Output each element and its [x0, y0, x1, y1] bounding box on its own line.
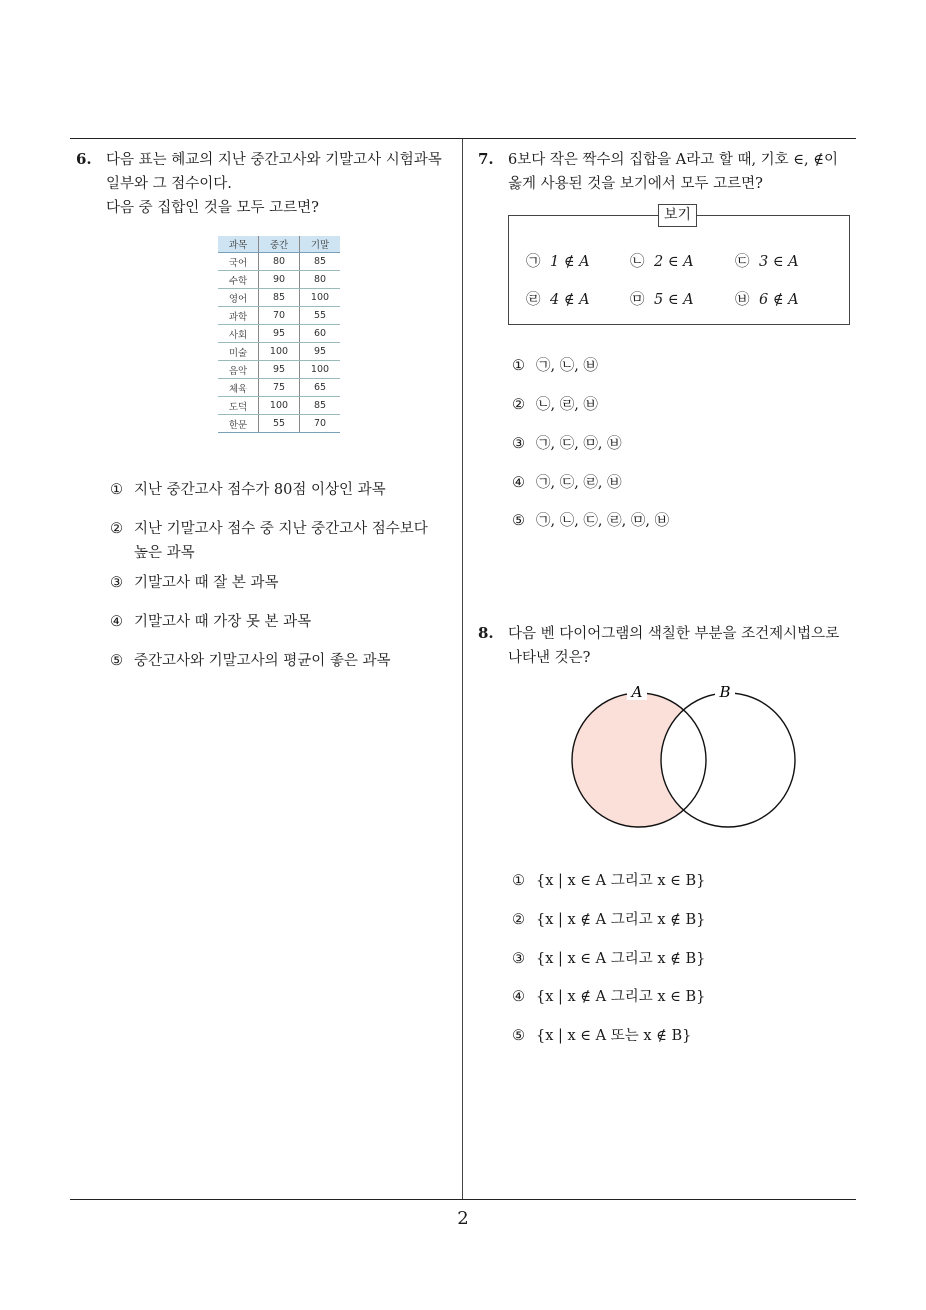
choice-text: {x | x ∈ A 그리고 x ∈ B} [536, 873, 706, 889]
venn-diagram [560, 682, 810, 832]
table-cell: 영어 [218, 289, 259, 307]
choice-text: 지난 기말고사 점수 중 지난 중간고사 점수보다 [134, 521, 428, 537]
choice-text: ㉡, ㉣, ㉥ [536, 397, 598, 413]
q6-stem [106, 148, 442, 220]
table-cell: 95 [259, 361, 300, 379]
choice-text: {x | x ∉ A 그리고 x ∈ B} [536, 989, 706, 1005]
table-cell: 75 [259, 379, 300, 397]
q6-number: 6. [76, 150, 92, 168]
table-cell: 국어 [218, 253, 259, 271]
table-cell: 70 [259, 307, 300, 325]
choice-marker: ① [110, 482, 123, 498]
choice-marker: ④ [110, 614, 123, 630]
q8-stem-line: 다음 벤 다이어그램의 색칠한 부분을 조건제시법으로 [508, 626, 840, 642]
q6-stem-line: 일부와 그 점수이다. [106, 176, 232, 192]
table-cell: 55 [300, 307, 341, 325]
table-cell: 65 [300, 379, 341, 397]
table-cell: 도덕 [218, 397, 259, 415]
table-cell: 100 [259, 343, 300, 361]
bogi-marker: ㉡ [630, 254, 645, 270]
table-row [218, 379, 340, 397]
table-cell: 85 [259, 289, 300, 307]
choice-text: 중간고사와 기말고사의 평균이 좋은 과목 [134, 653, 391, 669]
choice-marker: ④ [512, 989, 525, 1005]
bogi-item [735, 288, 799, 309]
table-cell: 85 [300, 397, 341, 415]
q6-choice-2[interactable] [110, 517, 428, 565]
choice-marker: ⑤ [512, 513, 525, 529]
q7-number: 7. [478, 150, 494, 168]
choice-text: ㉠, ㉡, ㉢, ㉣, ㉤, ㉥ [536, 513, 670, 529]
q7-stem-line: 옳게 사용된 것을 보기에서 모두 고르면? [508, 176, 763, 192]
choice-marker: ② [512, 912, 525, 928]
bogi-marker: ㉣ [526, 292, 541, 308]
bogi-title: 보기 [658, 204, 697, 227]
choice-marker: ③ [512, 436, 525, 452]
table-cell: 사회 [218, 325, 259, 343]
choice-text: {x | x ∈ A 그리고 x ∉ B} [536, 951, 706, 967]
choice-marker: ③ [512, 951, 525, 967]
column-divider [462, 139, 463, 1199]
table-row [218, 415, 340, 433]
table-cell: 80 [300, 271, 341, 289]
choice-text: 기말고사 때 잘 본 과목 [134, 575, 279, 591]
table-row [218, 397, 340, 415]
table-row [218, 307, 340, 325]
table-cell: 음악 [218, 361, 259, 379]
choice-marker: ⑤ [512, 1028, 525, 1044]
bogi-item [735, 250, 799, 271]
bogi-item [526, 250, 590, 271]
table-row [218, 343, 340, 361]
bogi-text: 3 ∈ A [759, 254, 799, 270]
q6-choice-1[interactable] [110, 478, 386, 502]
table-cell: 95 [300, 343, 341, 361]
table-cell: 90 [259, 271, 300, 289]
q7-stem [508, 148, 838, 196]
q8-choice-1[interactable] [512, 869, 705, 893]
q8-stem-line: 나타낸 것은? [508, 650, 591, 666]
q6-stem-line: 다음 중 집합인 것을 모두 고르면? [106, 200, 319, 216]
table-cell: 55 [259, 415, 300, 433]
table-header-cell: 기말 [300, 236, 341, 253]
bogi-marker: ㉢ [735, 254, 750, 270]
choice-text: ㉠, ㉡, ㉥ [536, 358, 598, 374]
bogi-item [630, 250, 694, 271]
table-row [218, 253, 340, 271]
q8-stem [508, 622, 839, 670]
score-table [218, 236, 340, 433]
choice-marker: ② [110, 521, 123, 537]
table-cell: 70 [300, 415, 341, 433]
table-row [218, 361, 340, 379]
bogi-item [526, 288, 590, 309]
q6-stem-line: 다음 표는 혜교의 지난 중간고사와 기말고사 시험과목 [106, 152, 442, 168]
table-row [218, 289, 340, 307]
table-cell: 체육 [218, 379, 259, 397]
choice-text: {x | x ∉ A 그리고 x ∉ B} [536, 912, 706, 928]
q8-choice-4[interactable] [512, 985, 705, 1009]
q8-choice-2[interactable] [512, 908, 705, 932]
table-cell: 85 [300, 253, 341, 271]
top-rule [70, 138, 856, 139]
table-cell: 95 [259, 325, 300, 343]
table-cell: 100 [300, 361, 341, 379]
choice-marker: ① [512, 873, 525, 889]
q6-choice-4[interactable] [110, 610, 311, 634]
q7-choice-2[interactable] [512, 393, 598, 417]
table-cell: 100 [259, 397, 300, 415]
choice-text: ㉠, ㉢, ㉣, ㉥ [536, 475, 622, 491]
table-cell: 과학 [218, 307, 259, 325]
bottom-rule [70, 1199, 856, 1200]
choice-text: 지난 중간고사 점수가 80점 이상인 과목 [134, 482, 386, 498]
table-header-row [218, 236, 340, 253]
bogi-marker: ㉤ [630, 292, 645, 308]
q7-choice-1[interactable] [512, 354, 598, 378]
q8-number: 8. [478, 624, 494, 642]
table-header-cell: 과목 [218, 236, 259, 253]
q7-choice-3[interactable] [512, 432, 622, 456]
choice-marker: ④ [512, 475, 525, 491]
choice-marker: ② [512, 397, 525, 413]
choice-text: ㉠, ㉢, ㉤, ㉥ [536, 436, 622, 452]
bogi-marker: ㉥ [735, 292, 750, 308]
bogi-item [630, 288, 694, 309]
choice-text: {x | x ∈ A 또는 x ∉ B} [536, 1028, 692, 1044]
bogi-text: 6 ∉ A [759, 292, 799, 308]
choice-text: 높은 과목 [134, 545, 195, 561]
bogi-text: 5 ∈ A [654, 292, 694, 308]
table-row [218, 271, 340, 289]
q7-stem-line: 6보다 작은 짝수의 집합을 A라고 할 때, 기호 ∈, ∉이 [508, 152, 838, 168]
table-header-cell: 중간 [259, 236, 300, 253]
bogi-text: 2 ∈ A [654, 254, 694, 270]
venn-label-a: A [631, 683, 643, 701]
q8-choice-5[interactable] [512, 1024, 691, 1048]
table-cell: 미술 [218, 343, 259, 361]
bogi-text: 4 ∉ A [550, 292, 590, 308]
venn-label-b: B [719, 683, 731, 701]
table-cell: 한문 [218, 415, 259, 433]
table-cell: 60 [300, 325, 341, 343]
bogi-text: 1 ∉ A [550, 254, 590, 270]
page-number: 2 [457, 1208, 469, 1229]
q6-choice-5[interactable] [110, 649, 391, 673]
table-cell: 80 [259, 253, 300, 271]
choice-marker: ③ [110, 575, 123, 591]
q7-choice-4[interactable] [512, 471, 622, 495]
choice-marker: ⑤ [110, 653, 123, 669]
bogi-marker: ㉠ [526, 254, 541, 270]
table-cell: 100 [300, 289, 341, 307]
q7-choice-5[interactable] [512, 509, 669, 533]
table-cell: 수학 [218, 271, 259, 289]
choice-marker: ① [512, 358, 525, 374]
table-row [218, 325, 340, 343]
q8-choice-3[interactable] [512, 947, 705, 971]
q6-choice-3[interactable] [110, 571, 279, 595]
choice-text: 기말고사 때 가장 못 본 과목 [134, 614, 312, 630]
